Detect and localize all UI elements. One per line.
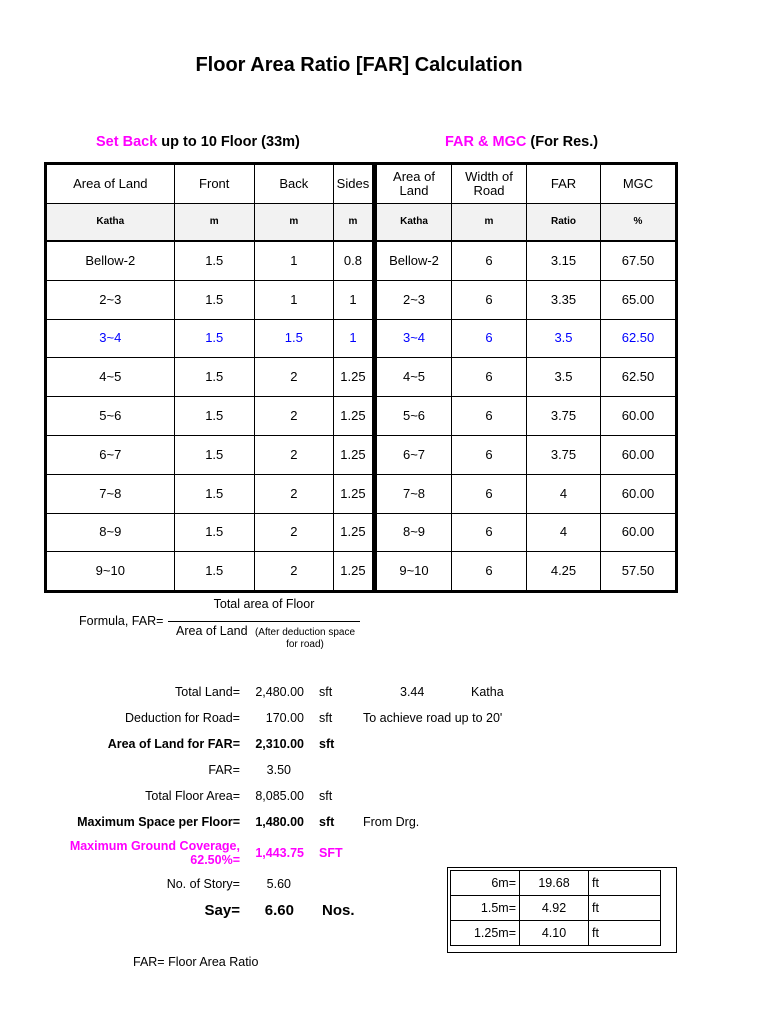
setback-cell: 1.5 [174, 513, 254, 552]
max-space-unit: sft [319, 815, 335, 829]
setback-cell: 1 [254, 241, 333, 280]
conversion-meters: 6m= [451, 871, 520, 896]
total-floor-area-unit: sft [319, 789, 333, 803]
setback-heading-highlight: Set Back [96, 134, 158, 150]
total-land-value: 2,480.00 [255, 685, 304, 699]
setback-cell: 1.25 [333, 435, 373, 474]
setback-row [46, 513, 374, 552]
setback-cell: 2 [254, 397, 333, 436]
far-cell: 5~6 [376, 397, 452, 436]
far-row [376, 552, 677, 592]
total-floor-area-label: Total Floor Area= [145, 789, 240, 803]
setback-cell: Bellow-2 [46, 241, 175, 280]
far-cell: 3.15 [527, 241, 601, 280]
far-cell: 60.00 [601, 435, 677, 474]
setback-cell: 2 [254, 358, 333, 397]
setback-cell: 1.5 [174, 435, 254, 474]
setback-cell: 1.5 [174, 241, 254, 280]
total-land-label: Total Land= [175, 685, 240, 699]
far-mgc-table [374, 162, 678, 593]
formula-label: Formula, FAR= [79, 614, 164, 628]
conversion-unit: ft [589, 871, 661, 896]
setback-cell: 2~3 [46, 280, 175, 319]
far-cell: 3.35 [527, 280, 601, 319]
far-cell: 4~5 [376, 358, 452, 397]
setback-cell: 3~4 [46, 319, 175, 358]
far-cell: 6 [452, 358, 527, 397]
far-cell: 62.50 [601, 358, 677, 397]
far-row [376, 397, 677, 436]
far-header-cell: MGC [601, 164, 677, 204]
conversion-feet-value: 4.92 [520, 896, 589, 921]
far-cell: 67.50 [601, 241, 677, 280]
setback-cell: 1.5 [174, 474, 254, 513]
far-cell: 6 [452, 474, 527, 513]
deduction-unit: sft [319, 711, 333, 725]
setback-cell: 8~9 [46, 513, 175, 552]
setback-cell: 2 [254, 552, 333, 592]
far-header-cell: Area of Land [376, 164, 452, 204]
setback-cell: 5~6 [46, 397, 175, 436]
setback-cell: 1.25 [333, 397, 373, 436]
far-heading-highlight: FAR & MGC [445, 134, 527, 150]
setback-row [46, 435, 374, 474]
far-heading [445, 134, 598, 150]
far-cell: 6 [452, 513, 527, 552]
say-label: Say= [204, 902, 240, 919]
footnote: FAR= Floor Area Ratio [133, 955, 259, 969]
setback-cell: 1 [333, 280, 373, 319]
max-space-value: 1,480.00 [255, 815, 304, 829]
setback-row [46, 552, 374, 592]
setback-row [46, 319, 374, 358]
setback-header-cell: Back [254, 164, 333, 204]
far-unit-cell: m [452, 204, 527, 242]
formula-denominator-note: (After deduction space for road) [254, 627, 356, 650]
far-row [376, 319, 677, 358]
far-cell: 4.25 [527, 552, 601, 592]
far-cell: 8~9 [376, 513, 452, 552]
max-ground-label-line1: Maximum Ground Coverage, [69, 839, 240, 853]
setback-row [46, 280, 374, 319]
setback-header-row [46, 164, 374, 204]
far-unit-cell: % [601, 204, 677, 242]
deduction-note: To achieve road up to 20' [363, 711, 503, 725]
conversion-unit: ft [589, 921, 661, 946]
conversion-row [451, 871, 661, 896]
far-cell: 9~10 [376, 552, 452, 592]
far-cell: 6 [452, 552, 527, 592]
deduction-value: 170.00 [265, 711, 304, 725]
setback-cell: 0.8 [333, 241, 373, 280]
max-ground-unit: SFT [319, 846, 343, 860]
far-row [376, 474, 677, 513]
setback-header-cell: Area of Land [46, 164, 175, 204]
setback-cell: 1.5 [174, 397, 254, 436]
max-ground-value: 1,443.75 [255, 846, 304, 860]
area-for-far-label: Area of Land for FAR= [107, 737, 240, 751]
far-cell: 6 [452, 435, 527, 474]
conversion-table [450, 870, 661, 946]
far-heading-rest: (For Res.) [526, 134, 599, 150]
far-cell: Bellow-2 [376, 241, 452, 280]
far-row [376, 513, 677, 552]
setback-header-cell: Sides [333, 164, 373, 204]
formula-denominator: Area of Land [176, 624, 248, 638]
far-header-row [376, 164, 677, 204]
far-row [376, 241, 677, 280]
far-header-cell: Width of Road [452, 164, 527, 204]
total-floor-area-value: 8,085.00 [255, 789, 304, 803]
far-cell: 6 [452, 241, 527, 280]
far-cell: 57.50 [601, 552, 677, 592]
far-cell: 60.00 [601, 397, 677, 436]
max-space-note: From Drg. [363, 815, 420, 829]
far-cell: 7~8 [376, 474, 452, 513]
far-cell: 65.00 [601, 280, 677, 319]
setback-row [46, 241, 374, 280]
setback-cell: 1.5 [174, 358, 254, 397]
say-unit: Nos. [322, 902, 355, 919]
max-space-label: Maximum Space per Floor= [77, 815, 240, 829]
far-cell: 3.75 [527, 435, 601, 474]
setback-unit-cell: Katha [46, 204, 175, 242]
far-units-row [376, 204, 677, 242]
far-header-cell: FAR [527, 164, 601, 204]
max-ground-label-line2: 62.50%= [190, 853, 240, 867]
far-cell: 60.00 [601, 513, 677, 552]
setback-cell: 2 [254, 513, 333, 552]
far-cell: 6 [452, 280, 527, 319]
say-value: 6.60 [264, 902, 294, 919]
conversion-meters: 1.5m= [451, 896, 520, 921]
formula-fraction-line [168, 621, 360, 622]
setback-heading-rest: up to 10 Floor (33m) [157, 134, 300, 150]
far-unit-cell: Katha [376, 204, 452, 242]
total-land-katha-unit: Katha [471, 685, 504, 699]
far-cell: 2~3 [376, 280, 452, 319]
setback-units-row [46, 204, 374, 242]
far-row [376, 358, 677, 397]
area-for-far-value: 2,310.00 [255, 737, 304, 751]
setback-cell: 2 [254, 474, 333, 513]
page-title: Floor Area Ratio [FAR] Calculation [195, 54, 523, 76]
setback-cell: 4~5 [46, 358, 175, 397]
far-row [376, 280, 677, 319]
setback-row [46, 474, 374, 513]
far-cell: 4 [527, 513, 601, 552]
setback-cell: 1.25 [333, 552, 373, 592]
setback-unit-cell: m [333, 204, 373, 242]
far-row [376, 435, 677, 474]
far-value: 3.50 [266, 763, 291, 777]
setback-cell: 1.25 [333, 513, 373, 552]
setback-header-cell: Front [174, 164, 254, 204]
setback-cell: 1.5 [174, 280, 254, 319]
far-cell: 6 [452, 397, 527, 436]
setback-cell: 2 [254, 435, 333, 474]
conversion-row [451, 896, 661, 921]
setback-cell: 6~7 [46, 435, 175, 474]
max-ground-label [0, 839, 240, 867]
far-unit-cell: Ratio [527, 204, 601, 242]
formula-numerator: Total area of Floor [213, 597, 315, 611]
total-land-unit: sft [319, 685, 333, 699]
setback-cell: 1 [333, 319, 373, 358]
setback-cell: 1 [254, 280, 333, 319]
far-cell: 3.5 [527, 319, 601, 358]
setback-cell: 1.5 [174, 552, 254, 592]
far-label: FAR= [208, 763, 240, 777]
setback-unit-cell: m [254, 204, 333, 242]
setback-cell: 9~10 [46, 552, 175, 592]
stories-label: No. of Story= [166, 877, 240, 891]
far-cell: 4 [527, 474, 601, 513]
setback-table [44, 162, 375, 593]
setback-cell: 1.5 [174, 319, 254, 358]
setback-heading [96, 134, 300, 150]
far-cell: 3~4 [376, 319, 452, 358]
conversion-unit: ft [589, 896, 661, 921]
total-land-katha-value: 3.44 [400, 685, 425, 699]
far-cell: 6 [452, 319, 527, 358]
setback-cell: 1.25 [333, 474, 373, 513]
setback-cell: 1.5 [254, 319, 333, 358]
far-cell: 3.5 [527, 358, 601, 397]
setback-row [46, 397, 374, 436]
far-cell: 6~7 [376, 435, 452, 474]
setback-cell: 7~8 [46, 474, 175, 513]
setback-unit-cell: m [174, 204, 254, 242]
conversion-feet-value: 4.10 [520, 921, 589, 946]
setback-row [46, 358, 374, 397]
far-cell: 60.00 [601, 474, 677, 513]
conversion-feet-value: 19.68 [520, 871, 589, 896]
far-cell: 3.75 [527, 397, 601, 436]
area-for-far-unit: sft [319, 737, 335, 751]
deduction-label: Deduction for Road= [124, 711, 240, 725]
far-cell: 62.50 [601, 319, 677, 358]
conversion-meters: 1.25m= [451, 921, 520, 946]
conversion-row [451, 921, 661, 946]
stories-value: 5.60 [266, 877, 291, 891]
setback-cell: 1.25 [333, 358, 373, 397]
